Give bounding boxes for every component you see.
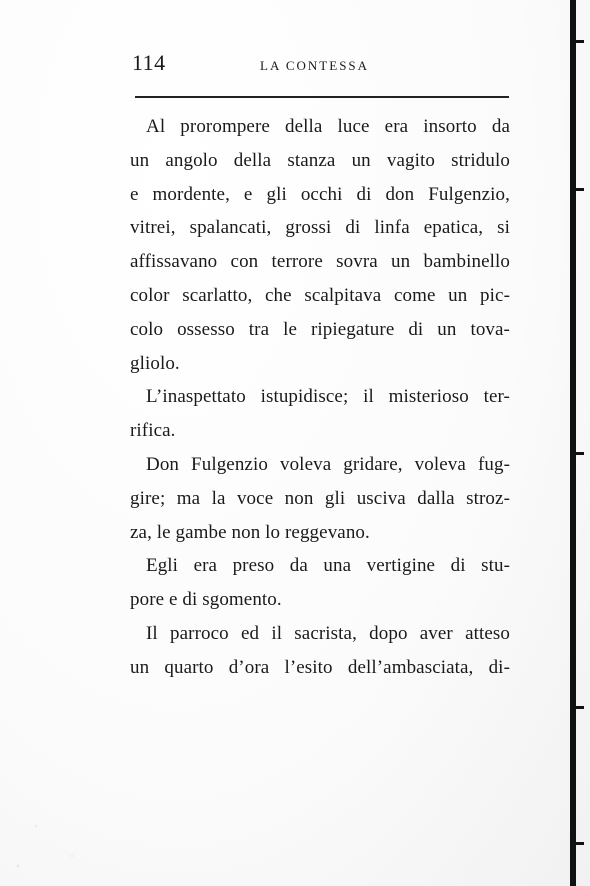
running-title: LA CONTESSA <box>260 58 370 73</box>
binding-nick <box>570 842 584 845</box>
text-line: gliolo. <box>130 352 180 374</box>
text-line: rifica. <box>130 420 176 442</box>
binding-nick <box>570 452 584 455</box>
text-line: un quarto d’ora l’esito dell’ambasciata, di- <box>130 656 510 678</box>
text-line: Il parroco ed il sacrista, dopo aver atteso <box>146 622 510 644</box>
page-header <box>132 46 508 86</box>
binding-edge <box>570 0 576 886</box>
text-line: affissavano con terrore sovra un bambinello <box>130 251 510 273</box>
binding-nick <box>570 706 584 709</box>
text-line: gire; ma la voce non gli usciva dalla stroz- <box>130 487 510 509</box>
text-line: Al prorompere della luce era insorto da <box>146 116 510 137</box>
text-line: pore e di sgomento. <box>130 589 282 611</box>
header-rule <box>135 96 509 98</box>
binding-nick <box>570 188 584 191</box>
text-line: Egli era preso da una vertigine di stu- <box>146 555 510 577</box>
text-line: vitrei, spalancati, grossi di linfa epatica, si <box>130 217 510 239</box>
text-line: Don Fulgenzio voleva gridare, voleva fug- <box>146 453 510 475</box>
text-line: L’inaspettato istupidisce; il misterioso ter- <box>146 386 510 408</box>
page-number: 114 <box>132 50 166 75</box>
paper-speckle <box>0 686 180 886</box>
text-line: colo ossesso tra le ripiegature di un tova- <box>130 318 510 340</box>
binding-nick <box>570 40 584 43</box>
body-text <box>130 110 510 685</box>
text-line: e mordente, e gli occhi di don Fulgenzio, <box>130 183 510 205</box>
text-line: za, le gambe non lo reggevano. <box>130 521 370 543</box>
text-line: un angolo della stanza un vagito stridulo <box>130 149 510 171</box>
text-line: color scarlatto, che scalpitava come un pic- <box>130 284 510 306</box>
